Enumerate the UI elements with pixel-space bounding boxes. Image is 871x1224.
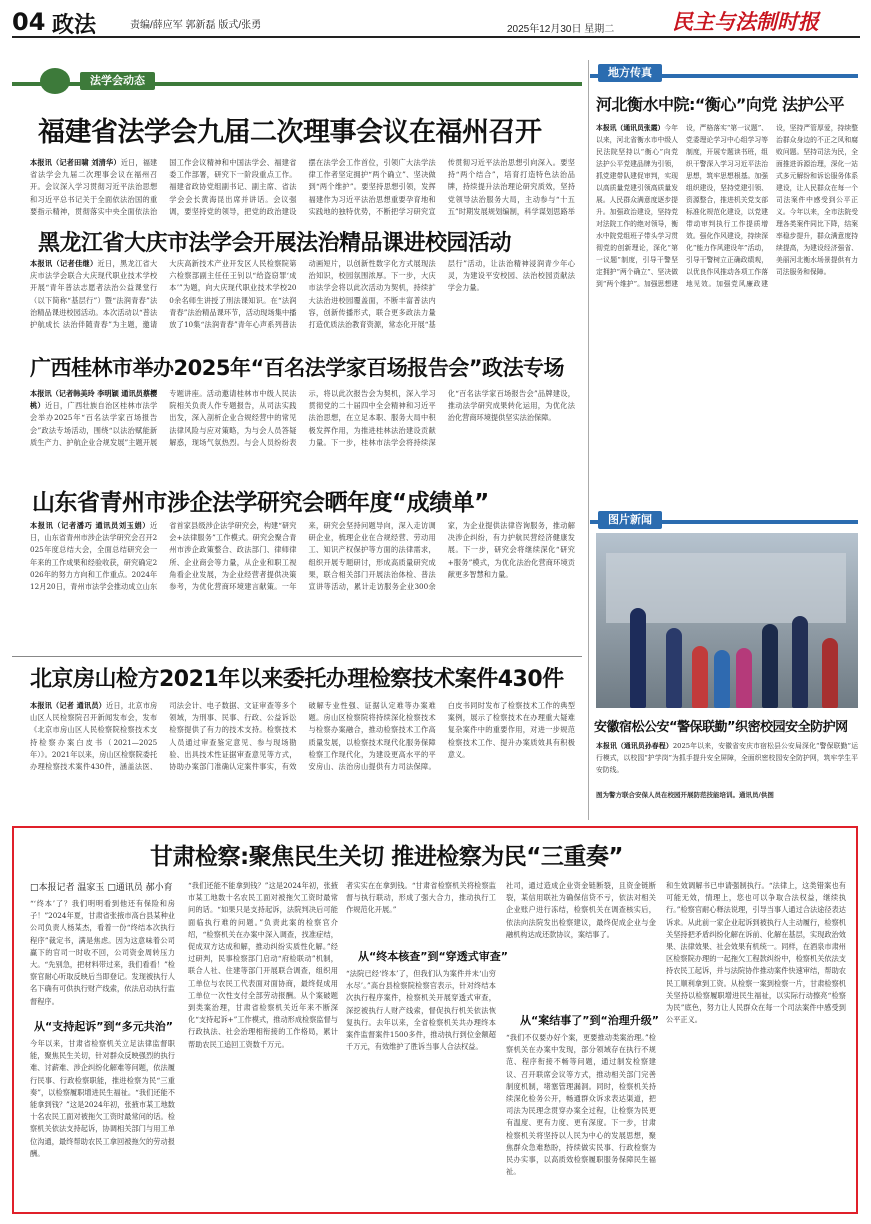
news-photo: [596, 533, 858, 708]
gansu-body-3: “法院已经‘终本’了，但我们认为案件并未‘山穷水尽’。”高台县检察院检察官表示，针对终结本次执行程序案件，检察机关开展穿透式审查，深挖被执行人财产线索，督促执行机关依法恢复执行。去年以来，全省检察机关共办理终本案件监督案件1500多件，推动执行到位金额超千万元，有效维护了胜诉当事人合法权益。: [346, 969, 496, 1052]
photo-student: [714, 650, 730, 708]
gansu-body-2: 今年以来，甘肃省检察机关立足法律监督职能，聚焦民生关切，针对群众反映强烈的执行难、讨薪难、涉企纠纷化解难等问题，依法履行民事、行政检察职能，推进检察为民“三重奏”，以检察履职增进民生福祉。“我们还能不能拿到钱？”这是2024年初，张掖市某工地数十名农民工面对被拖欠工资时最常问的话。检察机关依法支持起诉，协调相关部门与用工单位沟通，最终帮助农民工拿回被拖欠的劳动报酬。: [30, 1039, 175, 1158]
gansu-subhead-3: 从“案结事了”到“治理升级”: [520, 1014, 659, 1027]
editors-line: 责编/薛应军 郭新磊 版式/张勇: [130, 20, 262, 31]
column-divider: [588, 60, 589, 820]
guilin-body: 本报讯（记者韩美玲 李明颖 通讯员蔡樱桃）近日，广西壮族自治区桂林市法学会举办2025年“百名法学家百场报告会”政法专场活动，围绕“以法治赋能新质生产力、护航企业合规发展”主题开展专题讲座。活动邀请桂林市中级人民法院相关负责人作专题报告，从司法实践出发，深入剖析企业合规经营中的常见法律风险与应对策略，为与会人员答疑解惑，现场气氛热烈。与会人员纷纷表示，将以此次报告会为契机，深入学习贯彻党的二十届四中全会精神和习近平法治思想，在立足本职、服务大局中积极发挥作用，为推进桂林法治建设贡献力量。下一步，桂林市法学会将持续深化“百名法学家百场报告会”品牌建设，推动法学研究成果转化运用，为优化法治化营商环境提供坚实法治保障。: [30, 389, 575, 447]
page-number: 04: [12, 8, 46, 36]
law-society-label: 法学会动态: [80, 72, 155, 90]
date-line: 2025年12月30日 星期二: [507, 24, 615, 35]
local-label: 地方传真: [598, 64, 662, 82]
photo-officer: [762, 624, 778, 708]
gansu-body-4-cont: 和生效调解书已申请强制执行。“法律上，这类错案也有可能无效，情理上，您也可以争取合法权益，继续执行。”检察官耐心释法说理，引导当事人通过合法途径表达诉求。从此前一家企业起诉到被执行人主动履行，检察机关坚持把矛盾纠纷化解在诉前、化解在基层，实现政治效果、法律效果、社会效果有机统一。同样，在酒泉市肃州区检察院办理的一起拖欠工程款纠纷中，检察机关依法支持农民工起诉，并与法院协作推动案件快速审结，帮助农民工顺利拿到工资。从检察一案到检察一片，甘肃检察机关坚持以检察履职增进民生福祉，以实际行动擦亮“检察为民”底色，努力让人民群众在每一个司法案件中感受到公平正义。: [666, 881, 846, 1025]
photo-student: [736, 648, 752, 708]
gansu-body-4: “我们不仅要办好个案，更要推动类案治理。”检察机关在办案中发现，部分领域存在执行不规范、程序衔接不畅等问题，通过制发检察建议、召开联席会议等方式，推动相关部门完善制度机制，堵塞管理漏洞。同时，检察机关持续深化检务公开，畅通群众诉求表达渠道，把司法为民理念贯穿办案全过程，让检察为民更有温度、更有力度、更有深度。下一步，甘肃检察机关将坚持以人民为中心的发展思想，聚焦群众急难愁盼，持续做实民事、行政检察为民办实事，以高质效检察履职服务保障民生福祉。: [506, 1033, 656, 1177]
fujian-title: 福建省法学会九届二次理事会议在福州召开: [38, 117, 542, 148]
qingzhou-title: 山东省青州市涉企法学研究会晒年度“成绩单”: [32, 490, 489, 516]
anhui-title: 安徽宿松公安“警保联勤”织密校园安全防护网: [594, 720, 848, 735]
hengshui-title: 河北衡水中院:“衡心”向党 法护公平: [596, 95, 845, 114]
daqing-body: 本报讯（记者佳继）近日，黑龙江省大庆市法学会联合大庆现代职业技术学校开展“青年普法志愿者法治公益课堂行（以下简称“基层行”）暨“法润青春”法治精品课进校园活动。本次活动以“普法护航成长 法治伴随青春”为主题，邀请大庆高新技术产业开发区人民检察院第六检察部副主任任王钊以“给盗窃罪‘成本’”为题，向大庆现代职业技术学校200余名师生讲授了刑法课知识。在“法润青春”法治精品课环节，活动现场集中播放了10集“法润青春”青年心声系列普法动画短片，以创新性数字化方式展现法治知识，校园氛围浓厚。下一步，大庆市法学会将以此次活动为契机，持续扩大法治进校园覆盖面，不断丰富普法内容，创新传播形式，联合更多政法力量打造优质法治教育资源，常态化开展“基层行”活动，让法治精神浸润青少年心灵，为建设平安校园、法治校园贡献法学会力量。: [30, 259, 575, 330]
photo-student: [822, 638, 838, 708]
photo-news-label: 图片新闻: [598, 511, 662, 529]
daqing-title: 黑龙江省大庆市法学会开展法治精品课进校园活动: [38, 231, 512, 256]
fujian-body: 本报讯（记者田啸 刘清华）近日，福建省法学会九届二次理事会议在福州召开。会议深入学习贯彻习近平法治思想和习近平总书记关于全面依法治国的重要指示精神，贯彻落实中央全面依法治国工作会议精神和中国法学会、福建省委工作部署，研究下一阶段重点工作。福建省政协党组副书记、副主席、省法学会会长黄海昆出席并讲话。会议强调，要坚持党的领导，把党的政治建设摆在法学会工作首位，引领广大法学法律工作者坚定拥护“两个确立”、坚决做到“两个维护”。要坚持思想引领，发挥福建作为习近平法治思想重要孕育地和实践地的独特优势，不断把学习研究宣传贯彻习近平法治思想引向深入。要坚持“两个结合”，培育打造特色法治品牌，持续提升法治理论研究质效，坚持党领导法治服务大局，主动参与“十五五”时期发展规划编制，科学谋划思路举: [30, 158, 575, 216]
gansu-body-3-lead: 者实实在在拿到钱。“甘肃省检察机关将检察监督与执行联动，形成了强大合力，推动执行工作规范化开展。”: [346, 881, 496, 915]
hengshui-body: 本报讯（通讯员张霞）今年以来，河北省衡水市中级人民法院坚持以“衡心”向党 法护公平党建品牌为引领，抓党建带队建促审判，实现以高质量党建引领高质量发展。人民群众满意度逐步提升。加强政治建设，坚持党对法院工作的绝对领导，衡水中院党组班子带头学习贯彻党的创新理论，深化“第一议题”制度，引导干警坚定拥护“两个确立”、坚决做到“两个维护”。加强思想建设，严格落实“第一议题”、党委理论学习中心组学习等制度，开展专题读书班，组织干警深入学习习近平法治思想，筑牢思想根基。加强组织建设，坚持党建引领、资源整合，推进机关党支部标准化规范化建设，以党建带动审判执行工作提质增效。强化作风建设，持续深化“能力作风建设年”活动，引导干警树立正确政绩观，以优良作风推动各项工作落地见效。加强党风廉政建设，坚持严管厚爱，持续整治群众身边的不正之风和腐败问题。坚持司法为民，全面推进诉源治理，深化一站式多元解纷和诉讼服务体系建设，让人民群众在每一个司法案件中感受到公平正义。今年以来，全市法院受理各类案件同比下降，结案率稳步提升，群众满意度持续提高，为建设经济强省、美丽河北衡水场景提供有力司法服务和保障。: [596, 124, 858, 288]
guilin-title: 广西桂林市举办2025年“百名法学家百场报告会”政法专场: [30, 356, 565, 380]
fangshan-body: 本报讯（记者 通讯员）近日，北京市房山区人民检察院召开新闻发布会，发布《北京市房山区人民检察院检察技术支持检察办案白皮书（2021—2025年）》。2021年以来，房山区检察院委托办理检察技术案件430件，涵盖法医、司法会计、电子数据、文证审查等多个领域，为刑事、民事、行政、公益诉讼检察提供了有力的技术支持。检察技术人员通过审查鉴定意见、参与现场勘验、出具技术性证据审查意见等方式，协助办案部门准确认定案件事实，有效破解专业性强、证据认定难等办案难题。房山区检察院将持续深化检察技术与检察办案融合，推动检察技术工作高质量发展，以检察技术现代化服务保障检察工作现代化，为建设更高水平的平安房山、法治房山提供有力司法保障。白皮书同时发布了检察技术工作的典型案例，展示了检察技术在办理重大疑难复杂案件中的重要作用，对进一步规范检察技术工作、提升办案质效具有积极意义。: [30, 701, 575, 772]
gansu-title: 甘肃检察:聚焦民生关切 推进检察为民“三重奏”: [150, 844, 623, 870]
fangshan-title: 北京房山检方2021年以来委托办理检察技术案件430件: [30, 667, 564, 692]
divider: [12, 656, 582, 657]
masthead: [12, 6, 860, 38]
section-title: 政法: [52, 12, 97, 38]
gansu-body-3-cont: 社司，通过造成企业资金链断裂，且资金链断裂，某信用联社为确保信贷不亏，依法对相关企业账户进行冻结，检察机关在调查核实后，依法向法院发出检察建议，最终促成企业与金融机构达成还款协议，案结事了。: [506, 881, 656, 939]
gansu-subhead-2: 从“终本核查”到“穿透式审查”: [358, 950, 508, 963]
photo-student: [692, 646, 708, 708]
law-society-icon: [40, 68, 70, 94]
photo-officer: [666, 628, 682, 708]
gansu-body-1: “‘终本’了？我们明明看到他还有保险和房子！”2024年夏，甘肃省张掖市高台县某种业公司负责人杨某杰，看着一份“终结本次执行程序”裁定书，满是焦虑。因为这意味着公司赢下的官司一时收不回，公司资金周转压力大。“先别急，把材料带过来，我们看看！”检察官耐心听取反映后当即登记。发现被执行人名下确有可供执行财产线索，依法启动执行监督程序。: [30, 899, 175, 1006]
photo-caption: 图为警方联合安保人员在校园开展防范技能培训。通讯员/供图: [596, 791, 774, 799]
anhui-body: 本报讯（通讯员孙春程）2025年以来，安徽省安庆市宿松县公安局深化“警保联勤”运行模式，以校园“护学岗”为抓手提升安全屏障，全面织密校园安全防护网，筑牢学生平安防线。: [596, 742, 858, 774]
photo-officer: [630, 608, 646, 708]
gansu-subhead-1: 从“支持起诉”到“多元共治”: [34, 1020, 173, 1033]
photo-officer: [792, 616, 808, 708]
qingzhou-body: 本报讯（记者潘巧 通讯员刘玉娟）近日，山东省青州市涉企法学研究会召开2025年度总结大会，全面总结研究会一年来的工作成果和经验收获，研究确定2026年的努力方向和工作重点。2024年12月20日，青州市法学会推动成立山东省首家县级涉企法学研究会，构建“研究会+法律服务”工作模式。研究会聚合青州市涉企政策整合、政法部门、律师律所、企业商会等力量，从企业和职工视角看企业发展，为企业经营者提供决策参考，为优化营商环境建言献策。一年来，研究会坚持问题导向，深入走访调研企业，梳理企业在合规经营、劳动用工、知识产权保护等方面的法律需求，组织开展专题研讨，形成高质量研究成果，联合相关部门开展法治体检、普法宣讲等活动，累计走访服务企业300余家，为企业提供法律咨询服务，推动解决涉企纠纷，有力护航民营经济健康发展。下一步，研究会将继续深化“研究+服务”模式，为优化法治化营商环境贡献更多智慧和力量。: [30, 521, 575, 592]
newspaper-logo: 民主与法制时报: [672, 9, 819, 34]
gansu-byline: □本报记者 温家玉 □通讯员 郝小育: [30, 883, 173, 893]
gansu-body-2-cont: “我们还能不能拿到钱？”这是2024年初，张掖市某工地数十名农民工面对被拖欠工资时最常问的话。“如果只是支持起诉，法院判决后可能面临执行难的问题。”负责此案的检察官介绍，“检察机关在办案中深入调查，找准症结，促成双方达成和解，推动纠纷实质性化解。”经过研判，民事检察部门启动“府检联动”机制，联合人社、住建等部门开展联合调查，组织用工单位与农民工代表面对面协商，最终促成用工单位一次性支付全部劳动报酬。从个案破题到类案治理，甘肃省检察机关近年来不断深化“支持起诉+”工作模式，推动形成检察监督与行政执法、社会治理相衔接的工作格局，累计帮助农民工追回工资数千万元。: [188, 881, 338, 1049]
